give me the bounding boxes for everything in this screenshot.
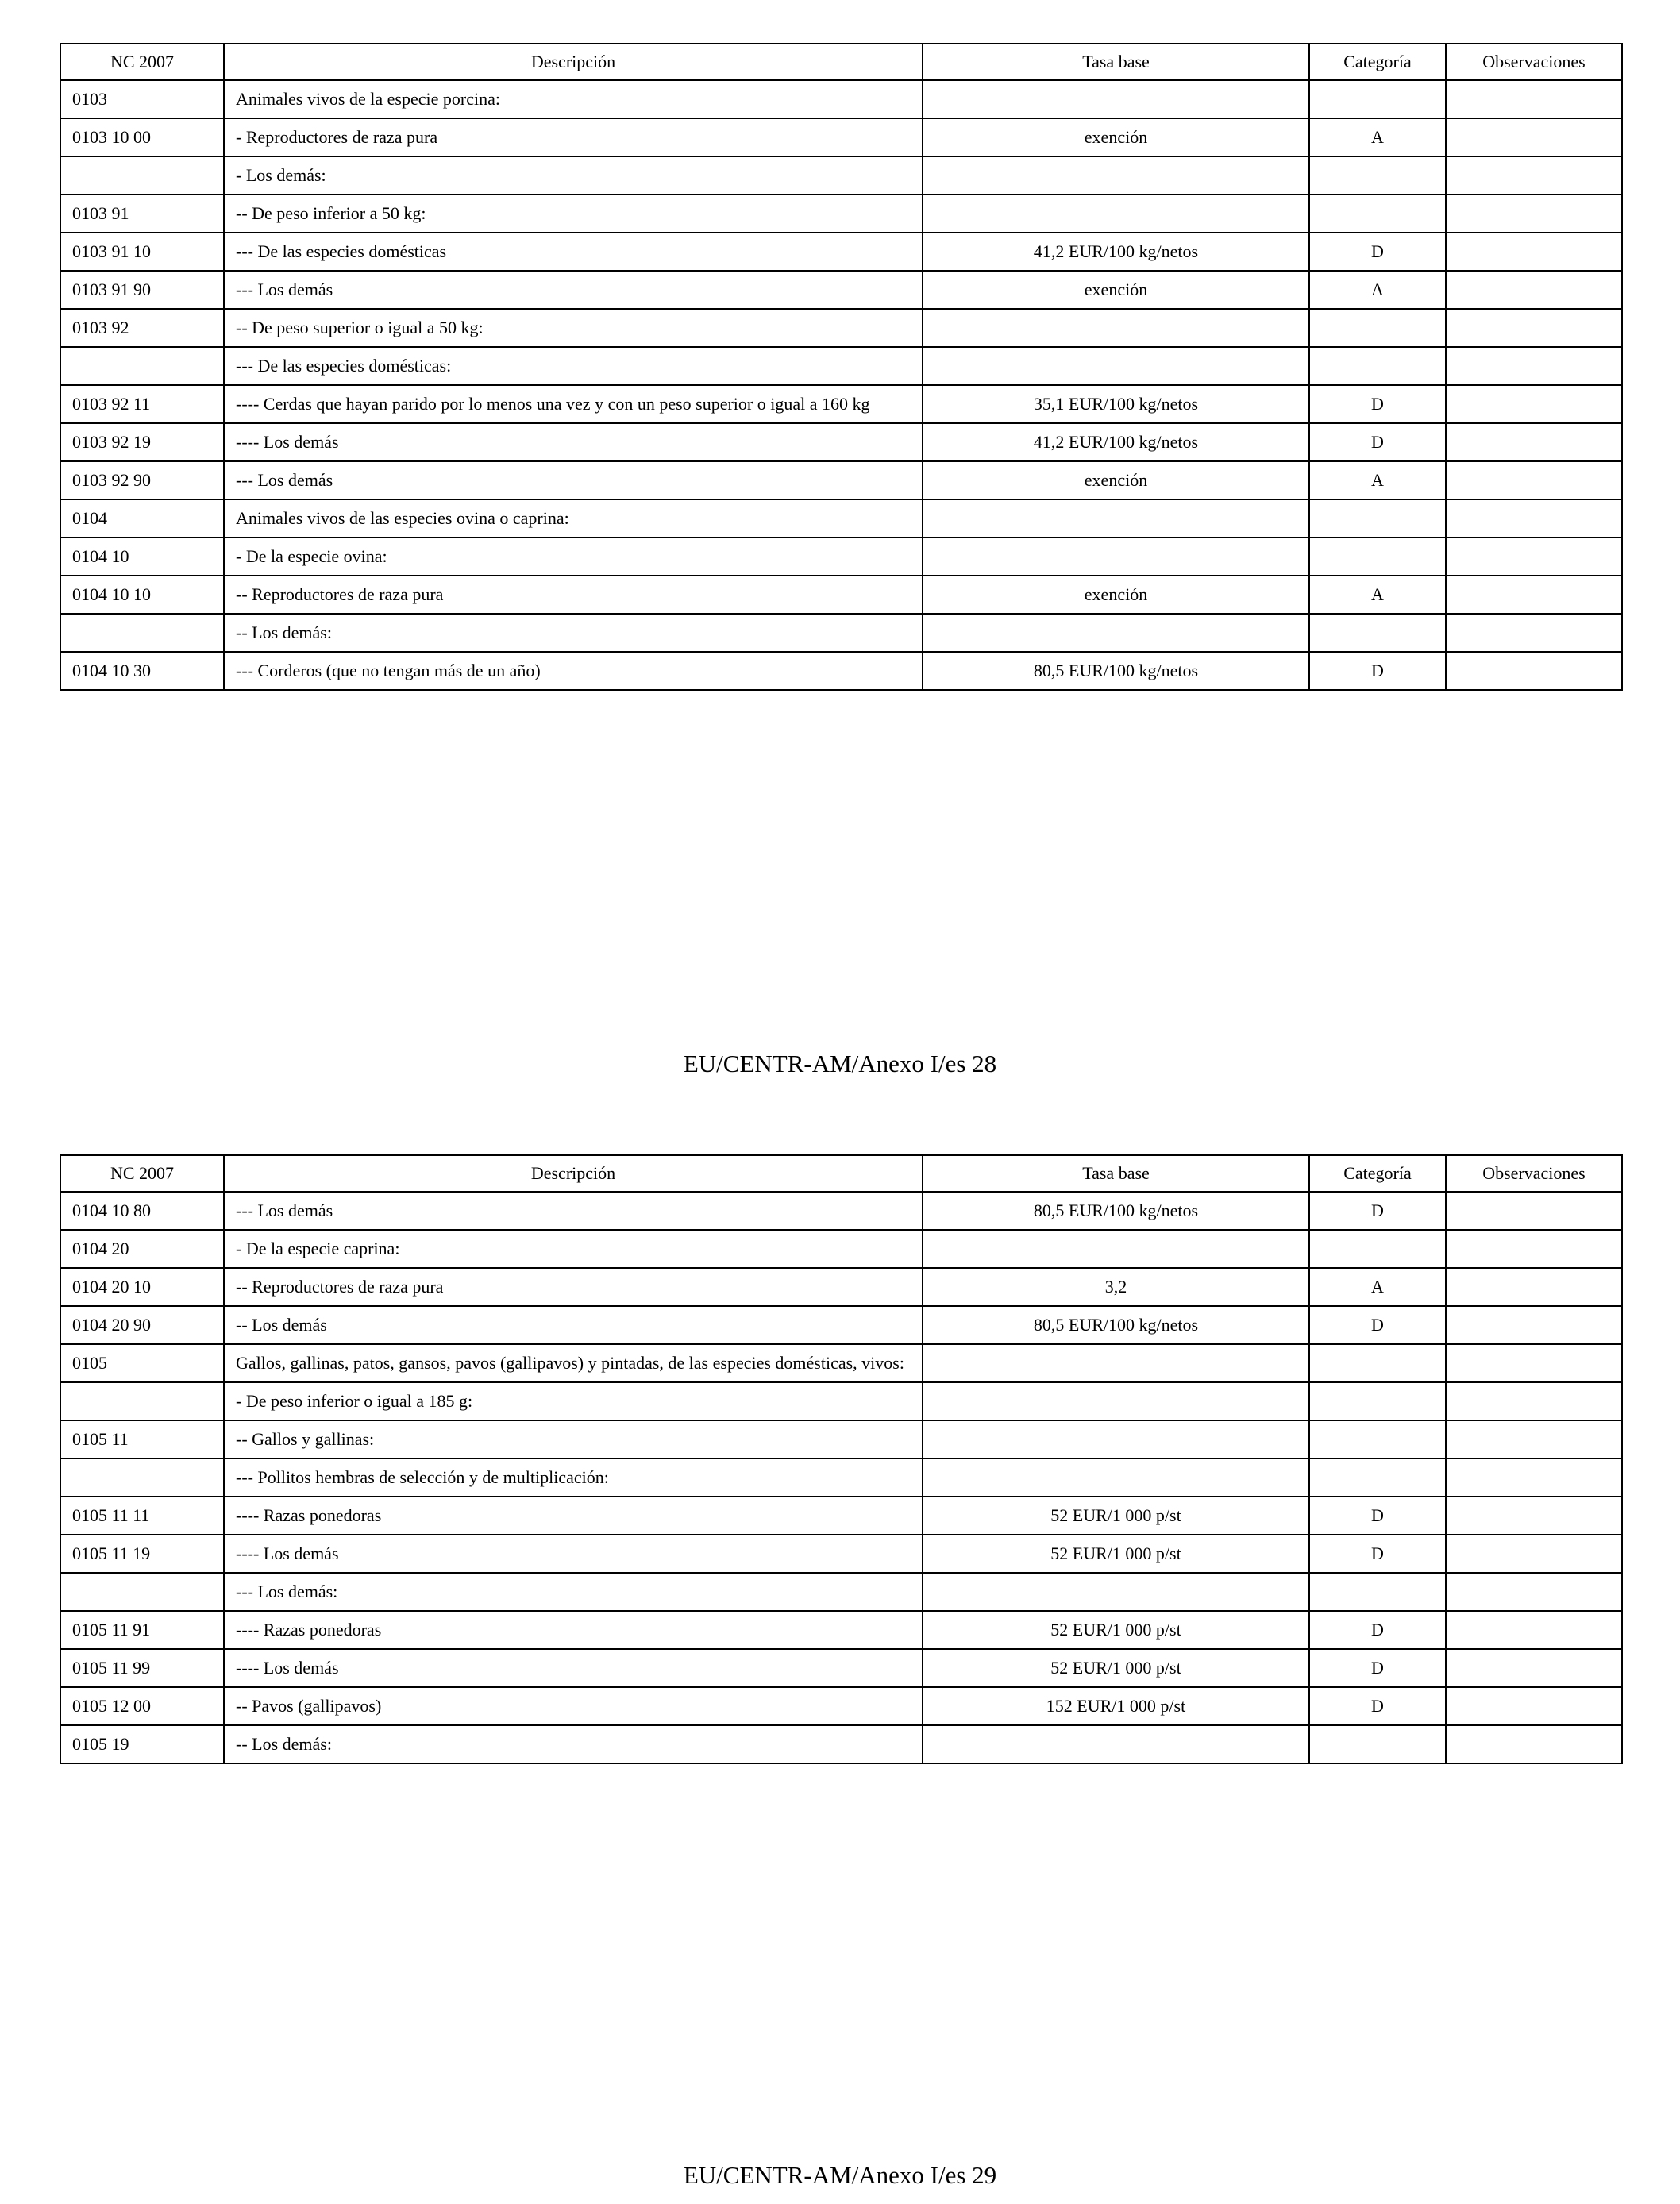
table-row	[60, 614, 1622, 652]
cell-descripcion: --- Los demás	[224, 271, 923, 309]
cell-observaciones	[1446, 1535, 1622, 1573]
cell-observaciones	[1446, 1382, 1622, 1420]
cell-categoria: A	[1309, 461, 1446, 499]
cell-observaciones	[1446, 1573, 1622, 1611]
cell-nc: 0103 92 90	[60, 461, 224, 499]
table-row	[60, 538, 1622, 576]
cell-observaciones	[1446, 1725, 1622, 1763]
cell-descripcion: ---- Los demás	[224, 1535, 923, 1573]
cell-tasa-base	[923, 1573, 1309, 1611]
cell-observaciones	[1446, 1230, 1622, 1268]
cell-descripcion: -- Los demás:	[224, 1725, 923, 1763]
cell-observaciones	[1446, 1192, 1622, 1230]
cell-observaciones	[1446, 1344, 1622, 1382]
cell-nc: 0103 10 00	[60, 118, 224, 156]
table-row	[60, 118, 1622, 156]
cell-nc	[60, 614, 224, 652]
table-row	[60, 1192, 1622, 1230]
header-tasa-base: Tasa base	[923, 44, 1309, 80]
cell-tasa-base: 80,5 EUR/100 kg/netos	[923, 1192, 1309, 1230]
cell-nc: 0105 12 00	[60, 1687, 224, 1725]
table-row	[60, 271, 1622, 309]
header-categoria: Categoría	[1309, 44, 1446, 80]
cell-tasa-base: 80,5 EUR/100 kg/netos	[923, 652, 1309, 690]
cell-tasa-base	[923, 1420, 1309, 1458]
cell-categoria	[1309, 309, 1446, 347]
cell-nc: 0105	[60, 1344, 224, 1382]
cell-observaciones	[1446, 1497, 1622, 1535]
table-row	[60, 1344, 1622, 1382]
cell-categoria: D	[1309, 423, 1446, 461]
table-row	[60, 195, 1622, 233]
cell-descripcion: -- Reproductores de raza pura	[224, 576, 923, 614]
cell-observaciones	[1446, 499, 1622, 538]
cell-tasa-base	[923, 80, 1309, 118]
page-footer: EU/CENTR-AM/Anexo I/es 29	[683, 2161, 997, 2189]
header-tasa-base: Tasa base	[923, 1155, 1309, 1192]
cell-descripcion: --- Corderos (que no tengan más de un año)	[224, 652, 923, 690]
cell-categoria: D	[1309, 385, 1446, 423]
cell-categoria: D	[1309, 1497, 1446, 1535]
cell-observaciones	[1446, 1420, 1622, 1458]
cell-nc: 0103 92 11	[60, 385, 224, 423]
table-header-row	[60, 44, 1622, 80]
cell-observaciones	[1446, 1649, 1622, 1687]
cell-descripcion: ---- Cerdas que hayan parido por lo menos una vez y con un peso superior o igual a 160 kg	[224, 385, 923, 423]
cell-tasa-base: 152 EUR/1 000 p/st	[923, 1687, 1309, 1725]
cell-observaciones	[1446, 1611, 1622, 1649]
cell-tasa-base	[923, 1725, 1309, 1763]
table-row	[60, 1230, 1622, 1268]
cell-tasa-base: exención	[923, 576, 1309, 614]
cell-nc: 0104 10 30	[60, 652, 224, 690]
table-row	[60, 1268, 1622, 1306]
cell-nc: 0104	[60, 499, 224, 538]
cell-nc: 0105 11 19	[60, 1535, 224, 1573]
cell-tasa-base	[923, 499, 1309, 538]
table-row	[60, 1458, 1622, 1497]
cell-nc: 0105 11 99	[60, 1649, 224, 1687]
cell-observaciones	[1446, 80, 1622, 118]
table-row	[60, 1725, 1622, 1763]
table-row	[60, 1497, 1622, 1535]
cell-nc: 0103 91 90	[60, 271, 224, 309]
cell-tasa-base	[923, 614, 1309, 652]
cell-descripcion: - De la especie ovina:	[224, 538, 923, 576]
table-row	[60, 1573, 1622, 1611]
table-row	[60, 80, 1622, 118]
cell-nc: 0103 91	[60, 195, 224, 233]
cell-tasa-base	[923, 1230, 1309, 1268]
cell-categoria: D	[1309, 1611, 1446, 1649]
cell-nc: 0105 11 91	[60, 1611, 224, 1649]
cell-tasa-base: 41,2 EUR/100 kg/netos	[923, 423, 1309, 461]
cell-tasa-base	[923, 1344, 1309, 1382]
cell-nc	[60, 1458, 224, 1497]
cell-descripcion: - Reproductores de raza pura	[224, 118, 923, 156]
cell-descripcion: --- Pollitos hembras de selección y de multiplicación:	[224, 1458, 923, 1497]
cell-categoria: D	[1309, 1649, 1446, 1687]
cell-observaciones	[1446, 156, 1622, 195]
cell-observaciones	[1446, 1687, 1622, 1725]
cell-observaciones	[1446, 118, 1622, 156]
cell-descripcion: --- Los demás	[224, 461, 923, 499]
table-row	[60, 1420, 1622, 1458]
cell-tasa-base	[923, 347, 1309, 385]
table-body	[60, 80, 1622, 690]
cell-descripcion: - Los demás:	[224, 156, 923, 195]
cell-tasa-base	[923, 309, 1309, 347]
table-row	[60, 423, 1622, 461]
cell-descripcion: -- De peso inferior a 50 kg:	[224, 195, 923, 233]
table-header-row	[60, 1155, 1622, 1192]
cell-descripcion: ---- Razas ponedoras	[224, 1497, 923, 1535]
cell-tasa-base: 80,5 EUR/100 kg/netos	[923, 1306, 1309, 1344]
cell-categoria	[1309, 195, 1446, 233]
cell-tasa-base: 41,2 EUR/100 kg/netos	[923, 233, 1309, 271]
cell-tasa-base	[923, 195, 1309, 233]
cell-nc	[60, 156, 224, 195]
table-row	[60, 1535, 1622, 1573]
cell-tasa-base: 52 EUR/1 000 p/st	[923, 1535, 1309, 1573]
cell-categoria	[1309, 1458, 1446, 1497]
cell-observaciones	[1446, 576, 1622, 614]
cell-descripcion: -- Reproductores de raza pura	[224, 1268, 923, 1306]
header-nc: NC 2007	[60, 44, 224, 80]
cell-nc	[60, 1382, 224, 1420]
cell-tasa-base: 52 EUR/1 000 p/st	[923, 1611, 1309, 1649]
cell-observaciones	[1446, 652, 1622, 690]
table-row	[60, 652, 1622, 690]
cell-descripcion: Animales vivos de las especies ovina o caprina:	[224, 499, 923, 538]
header-descripcion: Descripción	[224, 44, 923, 80]
cell-tasa-base	[923, 1458, 1309, 1497]
cell-descripcion: -- Los demás:	[224, 614, 923, 652]
cell-nc: 0104 20 10	[60, 1268, 224, 1306]
tariff-table-page-28	[60, 43, 1623, 691]
table-row	[60, 576, 1622, 614]
table-row	[60, 233, 1622, 271]
cell-categoria: A	[1309, 271, 1446, 309]
cell-observaciones	[1446, 461, 1622, 499]
cell-nc: 0104 10 10	[60, 576, 224, 614]
table-row	[60, 499, 1622, 538]
cell-descripcion: Animales vivos de la especie porcina:	[224, 80, 923, 118]
cell-tasa-base: 52 EUR/1 000 p/st	[923, 1497, 1309, 1535]
cell-descripcion: -- Los demás	[224, 1306, 923, 1344]
cell-nc: 0103 92	[60, 309, 224, 347]
cell-categoria	[1309, 80, 1446, 118]
table-row	[60, 309, 1622, 347]
cell-observaciones	[1446, 1458, 1622, 1497]
cell-categoria	[1309, 347, 1446, 385]
table-row	[60, 1382, 1622, 1420]
cell-tasa-base: exención	[923, 118, 1309, 156]
cell-nc: 0105 11 11	[60, 1497, 224, 1535]
cell-tasa-base	[923, 156, 1309, 195]
cell-categoria	[1309, 156, 1446, 195]
cell-tasa-base: 3,2	[923, 1268, 1309, 1306]
cell-nc: 0104 20	[60, 1230, 224, 1268]
cell-observaciones	[1446, 614, 1622, 652]
cell-categoria: D	[1309, 233, 1446, 271]
cell-categoria	[1309, 1573, 1446, 1611]
cell-nc: 0105 11	[60, 1420, 224, 1458]
header-observaciones: Observaciones	[1446, 44, 1622, 80]
cell-nc: 0104 10 80	[60, 1192, 224, 1230]
cell-tasa-base: exención	[923, 461, 1309, 499]
table-body	[60, 1192, 1622, 1763]
cell-nc	[60, 1573, 224, 1611]
cell-observaciones	[1446, 423, 1622, 461]
cell-tasa-base: exención	[923, 271, 1309, 309]
cell-tasa-base	[923, 1382, 1309, 1420]
cell-observaciones	[1446, 385, 1622, 423]
cell-categoria	[1309, 499, 1446, 538]
cell-tasa-base: 52 EUR/1 000 p/st	[923, 1649, 1309, 1687]
cell-observaciones	[1446, 1268, 1622, 1306]
cell-tasa-base	[923, 538, 1309, 576]
table-row	[60, 347, 1622, 385]
cell-categoria	[1309, 1382, 1446, 1420]
page-footer: EU/CENTR-AM/Anexo I/es 28	[683, 1050, 997, 1077]
cell-categoria: A	[1309, 118, 1446, 156]
cell-nc: 0103 92 19	[60, 423, 224, 461]
cell-categoria	[1309, 1420, 1446, 1458]
tariff-table-page-29	[60, 1154, 1623, 1764]
cell-nc: 0104 10	[60, 538, 224, 576]
cell-categoria: A	[1309, 1268, 1446, 1306]
cell-descripcion: - De peso inferior o igual a 185 g:	[224, 1382, 923, 1420]
cell-categoria: D	[1309, 1687, 1446, 1725]
cell-categoria	[1309, 1725, 1446, 1763]
table-row	[60, 1306, 1622, 1344]
cell-nc	[60, 347, 224, 385]
cell-categoria	[1309, 538, 1446, 576]
table-row	[60, 385, 1622, 423]
cell-observaciones	[1446, 195, 1622, 233]
cell-categoria: A	[1309, 576, 1446, 614]
cell-descripcion: ---- Los demás	[224, 423, 923, 461]
cell-descripcion: ---- Los demás	[224, 1649, 923, 1687]
cell-descripcion: ---- Razas ponedoras	[224, 1611, 923, 1649]
cell-descripcion: -- Gallos y gallinas:	[224, 1420, 923, 1458]
cell-categoria	[1309, 1230, 1446, 1268]
cell-descripcion: --- De las especies domésticas:	[224, 347, 923, 385]
cell-nc: 0103	[60, 80, 224, 118]
cell-observaciones	[1446, 271, 1622, 309]
cell-categoria	[1309, 614, 1446, 652]
table-row	[60, 1687, 1622, 1725]
cell-nc: 0105 19	[60, 1725, 224, 1763]
table-row	[60, 156, 1622, 195]
cell-categoria: D	[1309, 1192, 1446, 1230]
cell-categoria	[1309, 1344, 1446, 1382]
cell-observaciones	[1446, 1306, 1622, 1344]
cell-tasa-base: 35,1 EUR/100 kg/netos	[923, 385, 1309, 423]
header-observaciones: Observaciones	[1446, 1155, 1622, 1192]
cell-categoria: D	[1309, 652, 1446, 690]
cell-descripcion: --- De las especies domésticas	[224, 233, 923, 271]
cell-observaciones	[1446, 347, 1622, 385]
cell-observaciones	[1446, 309, 1622, 347]
cell-descripcion: --- Los demás	[224, 1192, 923, 1230]
header-descripcion: Descripción	[224, 1155, 923, 1192]
cell-categoria: D	[1309, 1306, 1446, 1344]
header-nc: NC 2007	[60, 1155, 224, 1192]
cell-descripcion: -- Pavos (gallipavos)	[224, 1687, 923, 1725]
table-row	[60, 1611, 1622, 1649]
cell-nc: 0104 20 90	[60, 1306, 224, 1344]
header-categoria: Categoría	[1309, 1155, 1446, 1192]
cell-descripcion: Gallos, gallinas, patos, gansos, pavos (gallipavos) y pintadas, de las especies domésticas, vivos:	[224, 1344, 923, 1382]
table-row	[60, 1649, 1622, 1687]
cell-observaciones	[1446, 538, 1622, 576]
cell-categoria: D	[1309, 1535, 1446, 1573]
cell-nc: 0103 91 10	[60, 233, 224, 271]
cell-descripcion: -- De peso superior o igual a 50 kg:	[224, 309, 923, 347]
cell-descripcion: --- Los demás:	[224, 1573, 923, 1611]
cell-observaciones	[1446, 233, 1622, 271]
cell-descripcion: - De la especie caprina:	[224, 1230, 923, 1268]
table-row	[60, 461, 1622, 499]
